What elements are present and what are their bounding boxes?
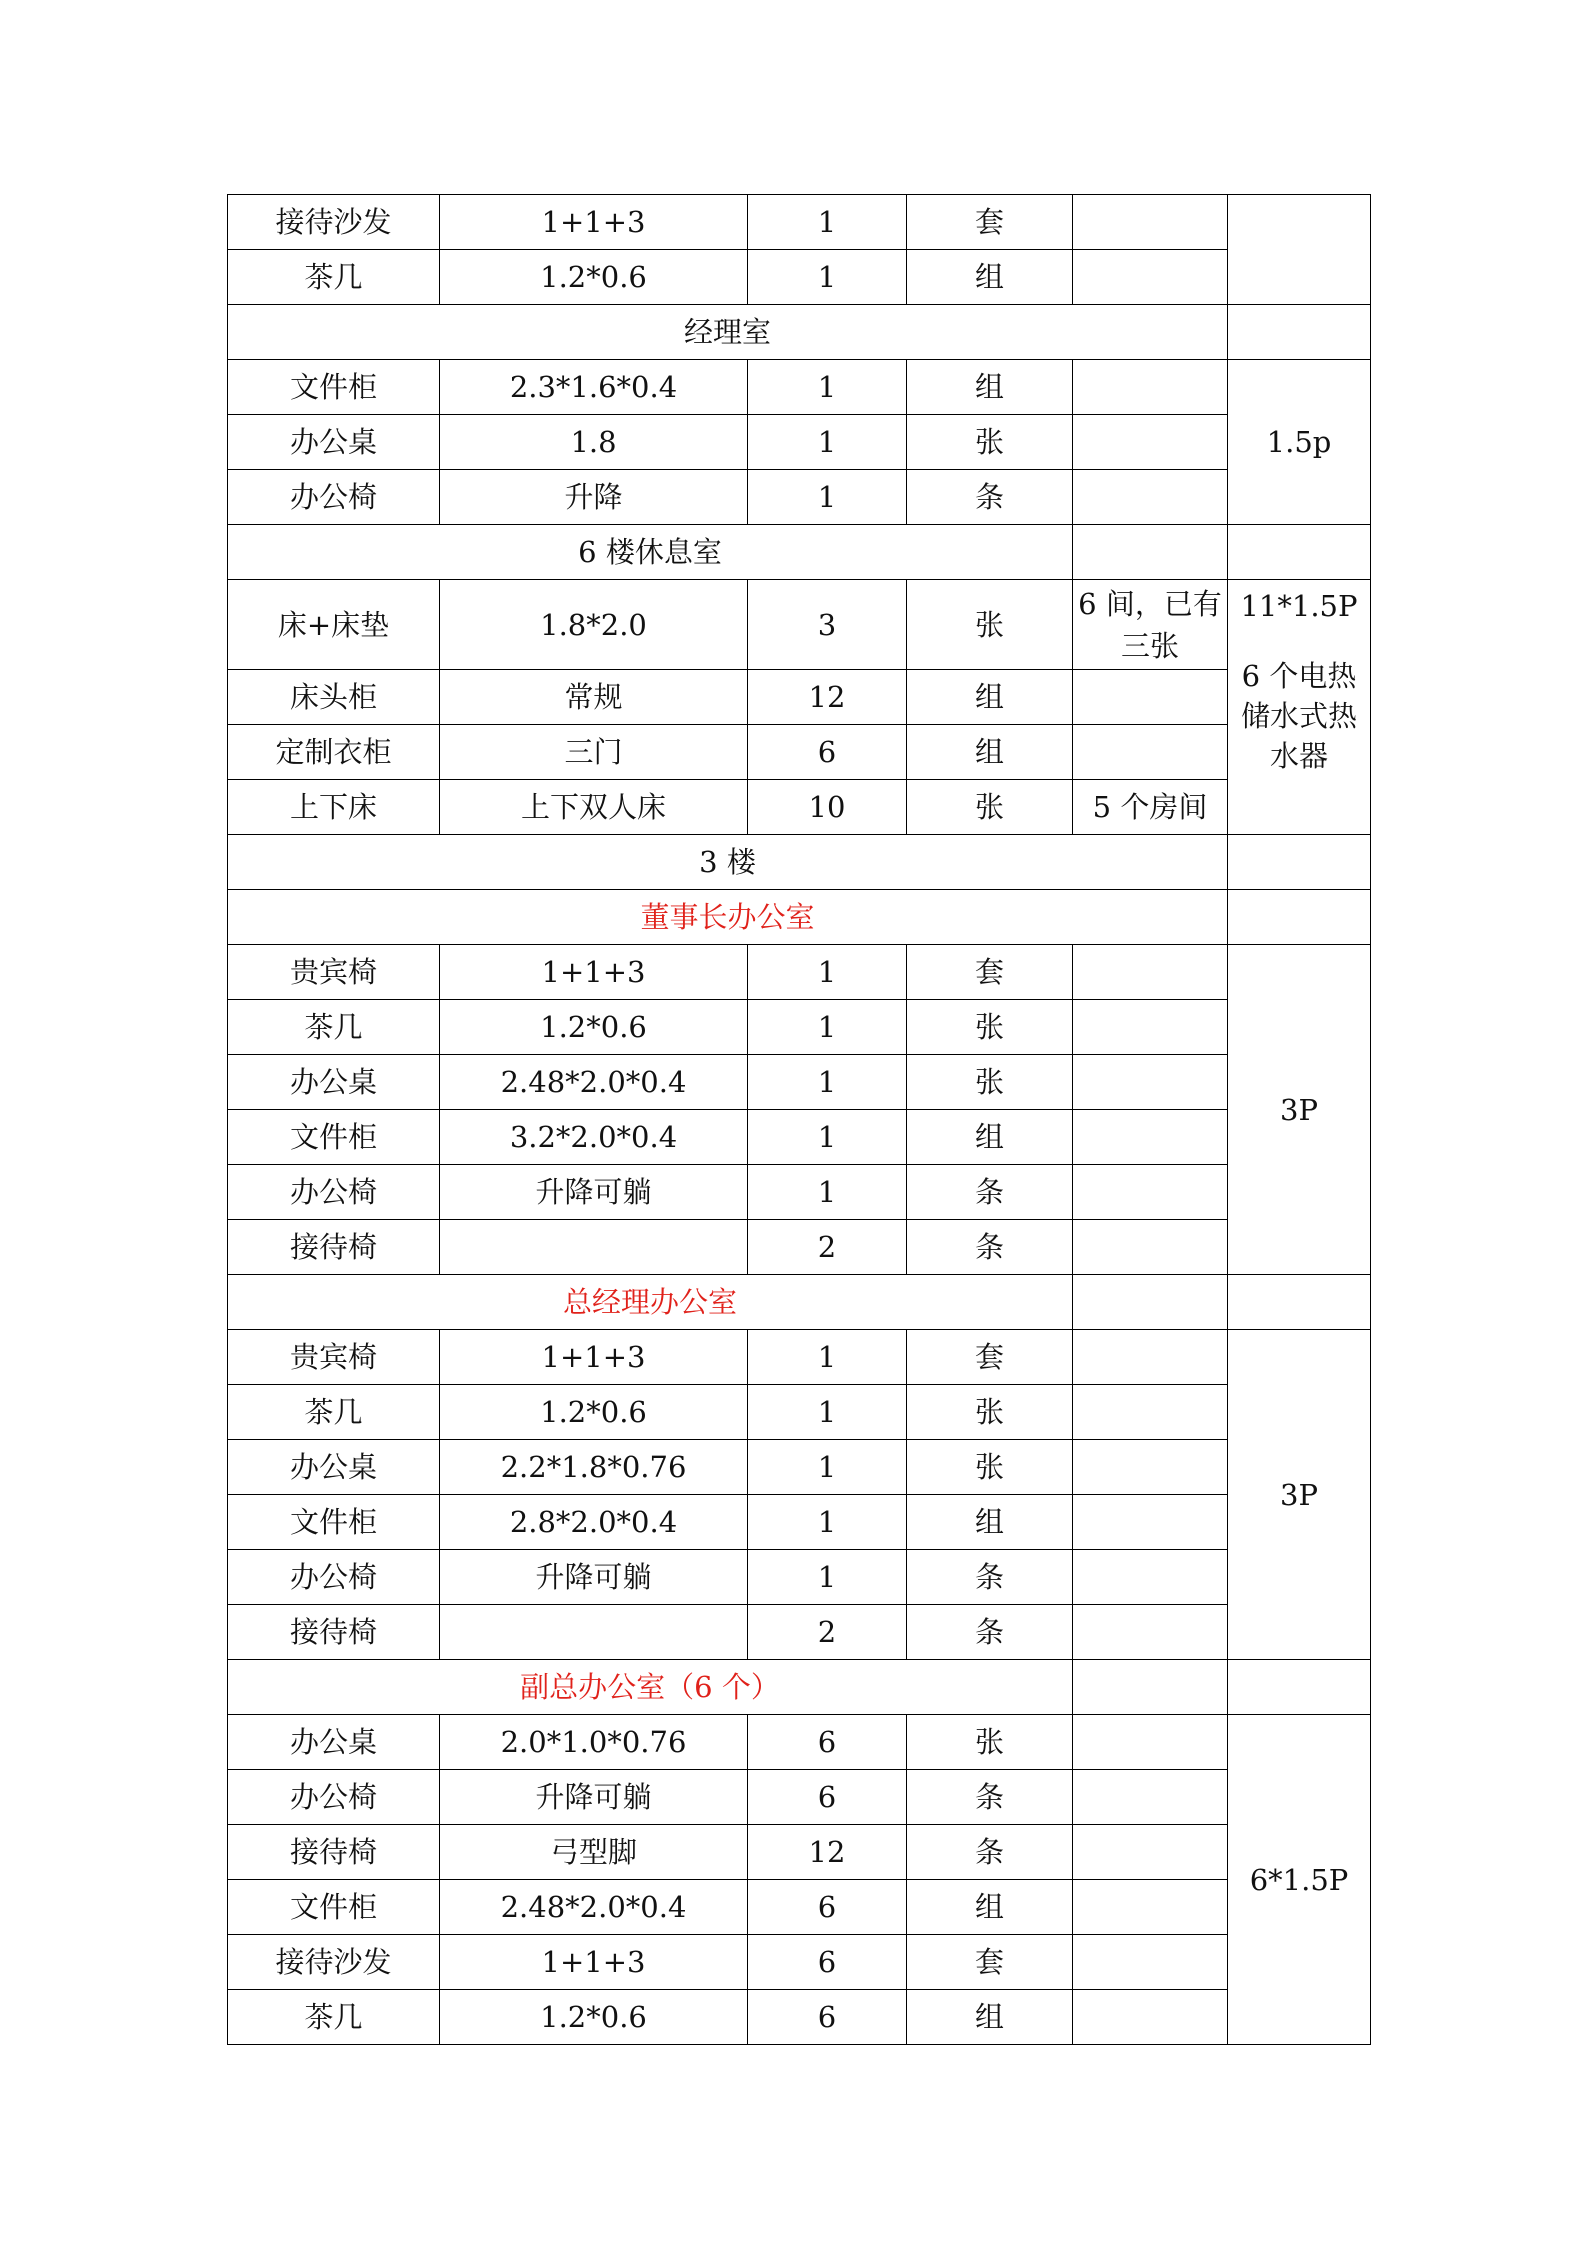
item-qty: 6 xyxy=(748,1935,907,1990)
item-unit: 条 xyxy=(907,470,1073,525)
item-unit: 套 xyxy=(907,945,1073,1000)
item-qty: 1 xyxy=(748,1330,907,1385)
furniture-table xyxy=(227,194,1371,2045)
item-unit: 张 xyxy=(907,1715,1073,1770)
item-name: 接待沙发 xyxy=(228,195,440,250)
item-unit: 组 xyxy=(907,1110,1073,1165)
item-name: 茶几 xyxy=(228,1990,440,2045)
item-note xyxy=(1073,1330,1228,1385)
item-qty: 1 xyxy=(748,1000,907,1055)
item-qty: 6 xyxy=(748,725,907,780)
item-unit: 张 xyxy=(907,1000,1073,1055)
item-note xyxy=(1073,1275,1228,1330)
item-note xyxy=(1073,250,1228,305)
item-qty: 10 xyxy=(748,780,907,835)
ac-cell: 3P xyxy=(1228,1330,1371,1660)
item-note xyxy=(1073,1605,1228,1660)
item-qty: 1 xyxy=(748,1055,907,1110)
section-row xyxy=(228,1660,1371,1715)
table-row xyxy=(228,1440,1371,1495)
table-row xyxy=(228,1825,1371,1880)
item-unit: 张 xyxy=(907,415,1073,470)
table-row xyxy=(228,250,1371,305)
item-note: 6 间，已有三张 xyxy=(1073,580,1228,670)
ac-count: 11*1.5P xyxy=(1240,589,1358,623)
item-qty: 12 xyxy=(748,670,907,725)
item-spec: 2.0*1.0*0.76 xyxy=(440,1715,748,1770)
section-row xyxy=(228,525,1371,580)
section-title: 总经理办公室 xyxy=(228,1275,1073,1330)
item-qty: 6 xyxy=(748,1990,907,2045)
item-name: 办公桌 xyxy=(228,415,440,470)
table-row xyxy=(228,1605,1371,1660)
item-unit: 组 xyxy=(907,250,1073,305)
item-unit: 组 xyxy=(907,725,1073,780)
item-note xyxy=(1073,360,1228,415)
table-row xyxy=(228,580,1371,670)
section-title: 董事长办公室 xyxy=(228,890,1228,945)
item-note xyxy=(1073,1000,1228,1055)
section-title: 6 楼休息室 xyxy=(228,525,1073,580)
item-name: 接待椅 xyxy=(228,1605,440,1660)
item-spec: 1.8 xyxy=(440,415,748,470)
item-spec: 上下双人床 xyxy=(440,780,748,835)
item-unit: 套 xyxy=(907,1330,1073,1385)
item-qty: 2 xyxy=(748,1605,907,1660)
item-note xyxy=(1073,1220,1228,1275)
item-note xyxy=(1073,725,1228,780)
table-row xyxy=(228,470,1371,525)
ac-cell xyxy=(1228,580,1371,835)
table-row xyxy=(228,780,1371,835)
item-spec: 1.2*0.6 xyxy=(440,250,748,305)
item-qty: 1 xyxy=(748,195,907,250)
table-row xyxy=(228,1055,1371,1110)
item-note xyxy=(1073,415,1228,470)
item-unit: 条 xyxy=(907,1550,1073,1605)
item-note xyxy=(1073,1385,1228,1440)
item-spec: 2.2*1.8*0.76 xyxy=(440,1440,748,1495)
table-row xyxy=(228,1880,1371,1935)
table-row xyxy=(228,415,1371,470)
item-spec: 2.3*1.6*0.4 xyxy=(440,360,748,415)
item-spec: 1.2*0.6 xyxy=(440,1385,748,1440)
item-name: 办公桌 xyxy=(228,1055,440,1110)
item-unit: 条 xyxy=(907,1605,1073,1660)
ac-cell xyxy=(1228,1660,1371,1715)
table-row xyxy=(228,360,1371,415)
item-unit: 组 xyxy=(907,360,1073,415)
item-spec xyxy=(440,1220,748,1275)
table-row xyxy=(228,1220,1371,1275)
ac-cell: 6*1.5P xyxy=(1228,1715,1371,2045)
item-qty: 3 xyxy=(748,580,907,670)
ac-cell xyxy=(1228,195,1371,305)
item-unit: 组 xyxy=(907,670,1073,725)
item-spec: 常规 xyxy=(440,670,748,725)
item-note xyxy=(1073,1660,1228,1715)
table-row xyxy=(228,945,1371,1000)
water-heater-note: 6 个电热储水式热水器 xyxy=(1240,659,1357,773)
table-row xyxy=(228,725,1371,780)
item-spec: 升降 xyxy=(440,470,748,525)
item-name: 茶几 xyxy=(228,1000,440,1055)
item-spec: 升降可躺 xyxy=(440,1550,748,1605)
item-note xyxy=(1073,1990,1228,2045)
item-unit: 组 xyxy=(907,1880,1073,1935)
table-row xyxy=(228,1330,1371,1385)
item-note xyxy=(1073,1880,1228,1935)
item-name: 文件柜 xyxy=(228,1880,440,1935)
item-qty: 2 xyxy=(748,1220,907,1275)
ac-cell: 3P xyxy=(1228,945,1371,1275)
item-note xyxy=(1073,945,1228,1000)
item-note xyxy=(1073,195,1228,250)
item-note xyxy=(1073,1770,1228,1825)
ac-cell xyxy=(1228,890,1371,945)
item-spec: 2.8*2.0*0.4 xyxy=(440,1495,748,1550)
item-qty: 12 xyxy=(748,1825,907,1880)
item-unit: 张 xyxy=(907,580,1073,670)
item-qty: 1 xyxy=(748,1550,907,1605)
section-row xyxy=(228,835,1371,890)
item-note xyxy=(1073,1935,1228,1990)
item-unit: 组 xyxy=(907,1495,1073,1550)
item-name: 床头柜 xyxy=(228,670,440,725)
section-title: 副总办公室（6 个） xyxy=(228,1660,1073,1715)
item-spec: 弓型脚 xyxy=(440,1825,748,1880)
item-name: 定制衣柜 xyxy=(228,725,440,780)
item-name: 贵宾椅 xyxy=(228,945,440,1000)
item-qty: 1 xyxy=(748,250,907,305)
item-name: 茶几 xyxy=(228,250,440,305)
item-qty: 1 xyxy=(748,415,907,470)
item-qty: 6 xyxy=(748,1880,907,1935)
item-spec xyxy=(440,1605,748,1660)
item-spec: 升降可躺 xyxy=(440,1770,748,1825)
item-unit: 套 xyxy=(907,195,1073,250)
item-spec: 2.48*2.0*0.4 xyxy=(440,1880,748,1935)
item-name: 接待沙发 xyxy=(228,1935,440,1990)
section-title: 3 楼 xyxy=(228,835,1228,890)
item-spec: 1+1+3 xyxy=(440,1935,748,1990)
section-row xyxy=(228,1275,1371,1330)
item-qty: 1 xyxy=(748,470,907,525)
ac-cell xyxy=(1228,1275,1371,1330)
item-unit: 张 xyxy=(907,1385,1073,1440)
item-spec: 3.2*2.0*0.4 xyxy=(440,1110,748,1165)
section-row xyxy=(228,305,1371,360)
item-name: 办公椅 xyxy=(228,1550,440,1605)
table-row xyxy=(228,1165,1371,1220)
item-note xyxy=(1073,1110,1228,1165)
item-name: 上下床 xyxy=(228,780,440,835)
item-name: 办公椅 xyxy=(228,470,440,525)
table-row xyxy=(228,1110,1371,1165)
item-qty: 1 xyxy=(748,1385,907,1440)
item-spec: 1.2*0.6 xyxy=(440,1990,748,2045)
table-row xyxy=(228,1770,1371,1825)
ac-cell xyxy=(1228,525,1371,580)
item-spec: 三门 xyxy=(440,725,748,780)
table-row xyxy=(228,1495,1371,1550)
item-unit: 组 xyxy=(907,1990,1073,2045)
ac-cell: 1.5p xyxy=(1228,360,1371,525)
item-name: 文件柜 xyxy=(228,360,440,415)
item-note xyxy=(1073,1440,1228,1495)
item-unit: 条 xyxy=(907,1825,1073,1880)
table-row xyxy=(228,1715,1371,1770)
item-spec: 1+1+3 xyxy=(440,1330,748,1385)
item-qty: 1 xyxy=(748,1165,907,1220)
item-qty: 1 xyxy=(748,360,907,415)
item-qty: 1 xyxy=(748,1495,907,1550)
table-row xyxy=(228,1550,1371,1605)
item-unit: 条 xyxy=(907,1770,1073,1825)
item-name: 办公椅 xyxy=(228,1165,440,1220)
item-note xyxy=(1073,1715,1228,1770)
section-title: 经理室 xyxy=(228,305,1228,360)
table-row xyxy=(228,1000,1371,1055)
item-qty: 6 xyxy=(748,1715,907,1770)
item-unit: 张 xyxy=(907,1055,1073,1110)
item-qty: 1 xyxy=(748,1440,907,1495)
item-spec: 1.2*0.6 xyxy=(440,1000,748,1055)
item-note xyxy=(1073,1055,1228,1110)
item-spec: 2.48*2.0*0.4 xyxy=(440,1055,748,1110)
item-note: 5 个房间 xyxy=(1073,780,1228,835)
item-name: 茶几 xyxy=(228,1385,440,1440)
section-row xyxy=(228,890,1371,945)
item-name: 接待椅 xyxy=(228,1220,440,1275)
item-unit: 张 xyxy=(907,780,1073,835)
item-qty: 1 xyxy=(748,945,907,1000)
item-spec: 1+1+3 xyxy=(440,195,748,250)
item-note xyxy=(1073,525,1228,580)
item-note xyxy=(1073,1550,1228,1605)
item-unit: 张 xyxy=(907,1440,1073,1495)
item-note xyxy=(1073,470,1228,525)
item-note xyxy=(1073,670,1228,725)
item-unit: 条 xyxy=(907,1220,1073,1275)
item-name: 办公桌 xyxy=(228,1440,440,1495)
item-name: 文件柜 xyxy=(228,1110,440,1165)
item-name: 床+床垫 xyxy=(228,580,440,670)
item-name: 文件柜 xyxy=(228,1495,440,1550)
item-spec: 1.8*2.0 xyxy=(440,580,748,670)
item-unit: 条 xyxy=(907,1165,1073,1220)
item-spec: 1+1+3 xyxy=(440,945,748,1000)
ac-cell xyxy=(1228,305,1371,360)
item-spec: 升降可躺 xyxy=(440,1165,748,1220)
table-row xyxy=(228,1935,1371,1990)
item-note xyxy=(1073,1825,1228,1880)
item-unit: 套 xyxy=(907,1935,1073,1990)
table-row xyxy=(228,195,1371,250)
ac-cell xyxy=(1228,835,1371,890)
item-note xyxy=(1073,1165,1228,1220)
item-qty: 6 xyxy=(748,1770,907,1825)
item-name: 办公椅 xyxy=(228,1770,440,1825)
table-row xyxy=(228,1990,1371,2045)
table-row xyxy=(228,670,1371,725)
table-row xyxy=(228,1385,1371,1440)
item-qty: 1 xyxy=(748,1110,907,1165)
item-name: 接待椅 xyxy=(228,1825,440,1880)
item-name: 办公桌 xyxy=(228,1715,440,1770)
item-name: 贵宾椅 xyxy=(228,1330,440,1385)
item-note xyxy=(1073,1495,1228,1550)
